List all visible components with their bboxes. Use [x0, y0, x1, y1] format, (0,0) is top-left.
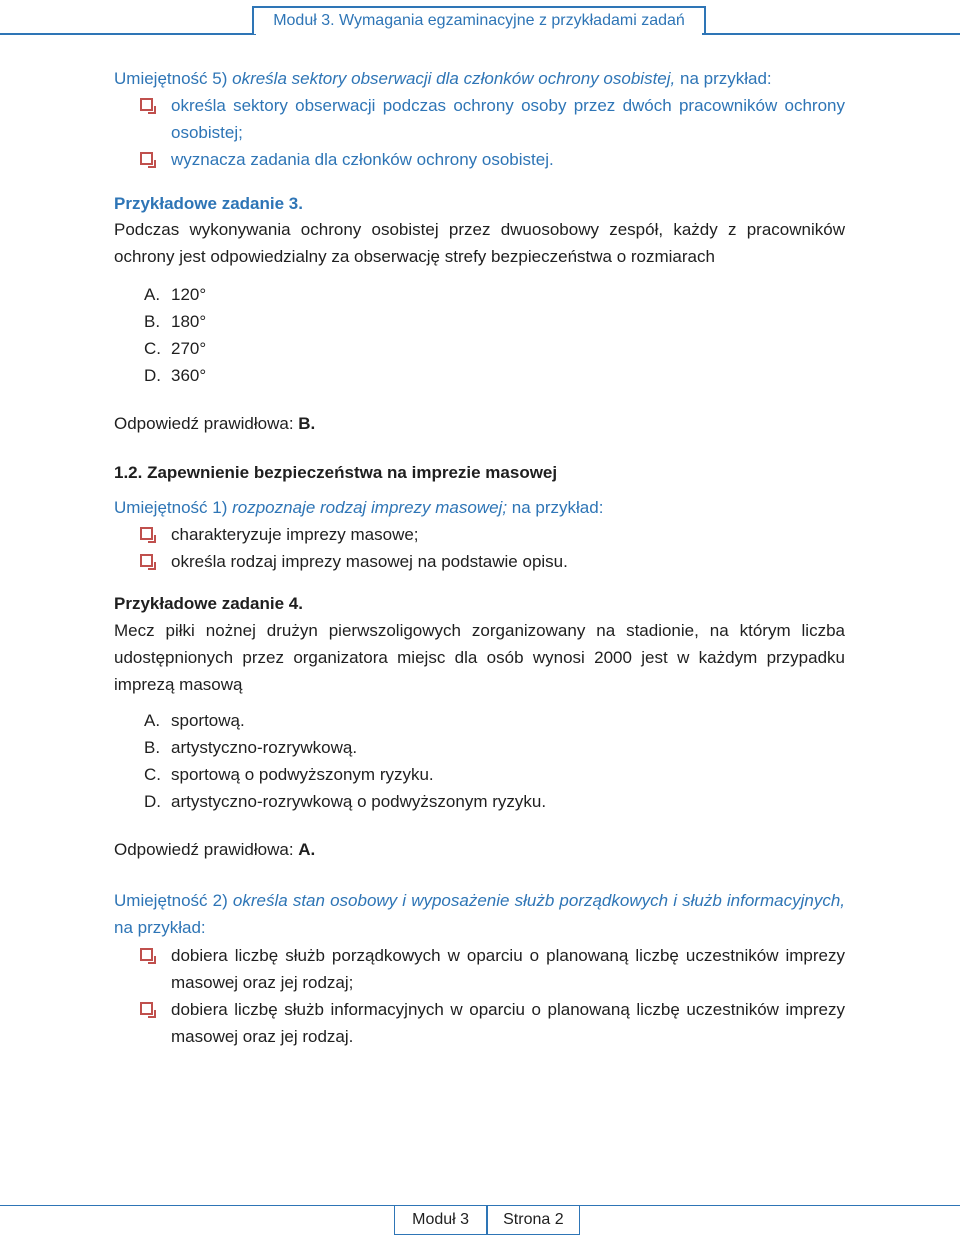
footer-page-number: Strona 2 [503, 1211, 564, 1228]
checkbox-bullet-icon [140, 527, 153, 540]
task-3-question: Podczas wykonywania ochrony osobistej przez dwuosobowy zespół, każdy z pracowników ochrony jest odpowiedzialny za obserwację strefy bezpieczeństwa o rozmiarach [114, 220, 845, 266]
task-3-option-a: A. 120° [144, 285, 207, 304]
checkbox-bullet-icon [140, 948, 153, 961]
task-4-answer: Odpowiedź prawidłowa: A. [114, 840, 316, 859]
list-item: określa sektory obserwacji podczas ochrony osoby przez dwóch pracowników ochrony osobistej; [114, 92, 845, 146]
page-header-title: Moduł 3. Wymagania egzaminacyjne z przykładami zadań [252, 6, 706, 34]
header-rule-left [0, 33, 256, 35]
footer-module: Moduł 3 [412, 1211, 470, 1228]
task-3-option-b: B. 180° [144, 312, 207, 331]
header-rule-right [702, 33, 960, 35]
task-3-answer: Odpowiedź prawidłowa: B. [114, 414, 316, 433]
section-title: 1.2. Zapewnienie bezpieczeństwa na imprezie masowej [114, 463, 558, 482]
checkbox-bullet-icon [140, 98, 153, 111]
page-footer [394, 1205, 580, 1235]
checkbox-bullet-icon [140, 1002, 153, 1015]
task-3-option-c: C. 270° [144, 339, 207, 358]
task-3-title: Przykładowe zadanie 3. [114, 194, 303, 213]
list-item: wyznacza zadania dla członków ochrony osobistej. [114, 146, 845, 173]
task-3-option-d: D. 360° [144, 366, 207, 385]
checkbox-bullet-icon [140, 554, 153, 567]
skill-5-heading: Umiejętność 5) określa sektory obserwacji dla członków ochrony osobistej, na przykład: [114, 69, 772, 88]
list-item: charakteryzuje imprezy masowe; [114, 521, 845, 548]
task-4-option-d: D. artystyczno-rozrywkową o podwyższonym ryzyku. [144, 792, 547, 811]
task-4-option-c: C. sportową o podwyższonym ryzyku. [144, 765, 434, 784]
list-item: dobiera liczbę służb informacyjnych w oparciu o planowaną liczbę uczestników imprezy masowej oraz jej rodzaj. [114, 996, 845, 1050]
task-4-option-b: B. artystyczno-rozrywkową. [144, 738, 358, 757]
task-4-option-a: A. sportową. [144, 711, 245, 730]
list-item: dobiera liczbę służb porządkowych w oparciu o planowaną liczbę uczestników imprezy masowej oraz jej rodzaj; [114, 942, 845, 996]
skill-1-heading: Umiejętność 1) rozpoznaje rodzaj imprezy masowej; na przykład: [114, 498, 604, 517]
task-4-question: Mecz piłki nożnej drużyn pierwszoligowych zorganizowany na stadionie, na którym liczba udostępnionych przez organizatora miejsc dla osób wynosi 2000 jest w każdym przypadku imprezą masową [114, 621, 845, 694]
skill-2-heading: Umiejętność 2) określa stan osobowy i wyposażenie służb porządkowych i służb informacyjnych, na przykład: [114, 891, 845, 937]
task-4-title: Przykładowe zadanie 4. [114, 594, 303, 613]
checkbox-bullet-icon [140, 152, 153, 165]
list-item: określa rodzaj imprezy masowej na podstawie opisu. [114, 548, 845, 575]
